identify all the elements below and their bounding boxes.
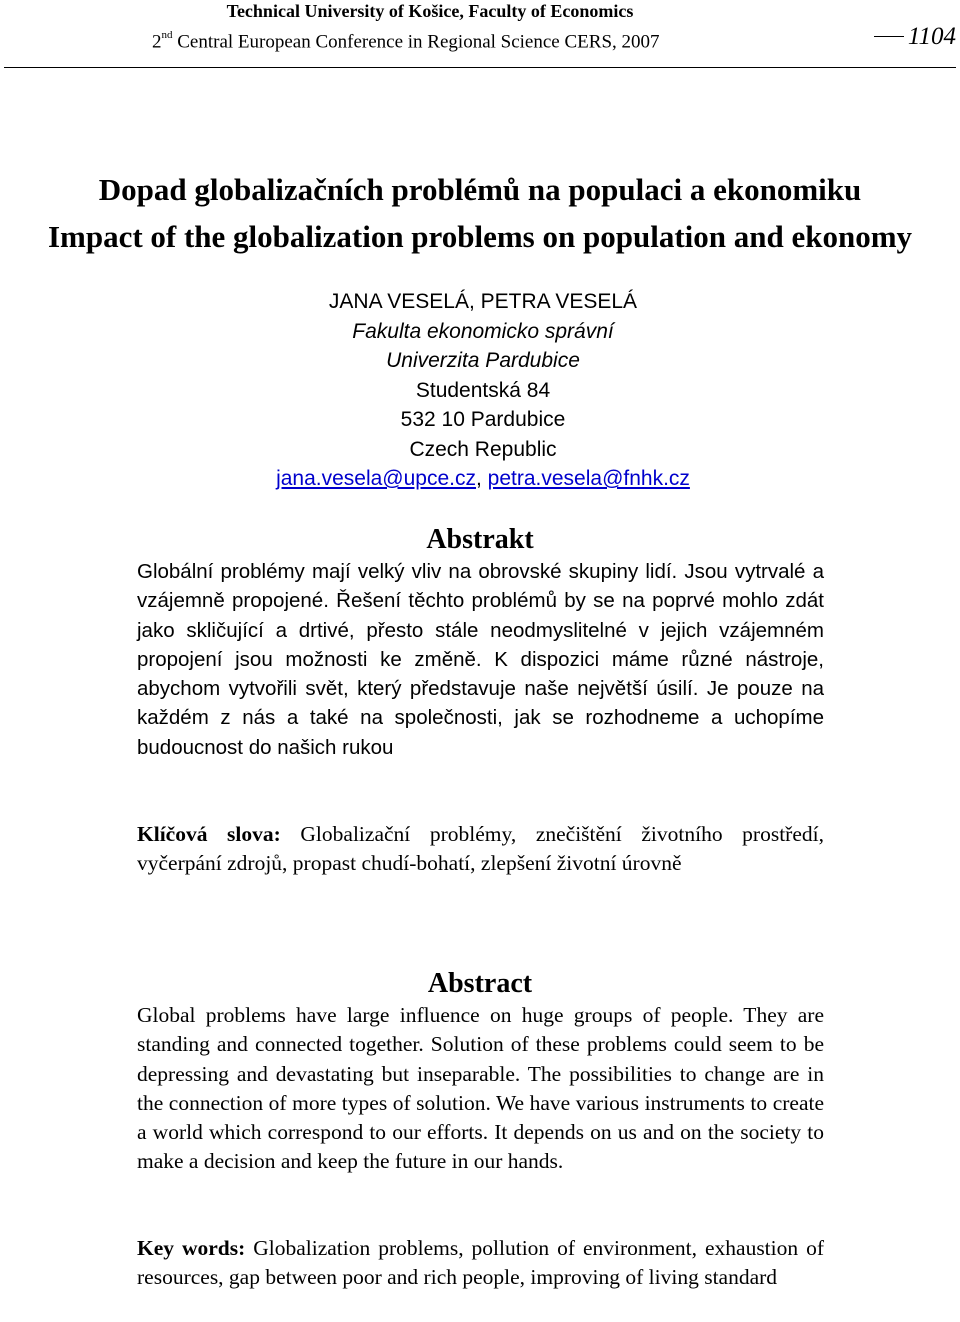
conference-ordinal-suffix: nd [161, 29, 173, 41]
abstrakt-heading: Abstrakt [426, 524, 534, 555]
abstract-paragraph: Global problems have large influence on huge groups of people. They are standing and connected together. Solution of these problems could seem to be depressing and devastating but inseparable. The possibilities to change are in the connection of more types of solution. We have various instruments to create a world which correspond to our efforts. It depends on us and on the society to make a decision and keep the future in our hands. [137, 1003, 824, 1174]
email-link-jana[interactable]: jana.vesela@upce.cz [276, 467, 476, 490]
page-number [874, 22, 956, 52]
abstract-heading: Abstract [427, 968, 533, 999]
header-rule [4, 67, 956, 68]
abstrakt-paragraph: Globální problémy mají velký vliv na obrovské skupiny lidí. Jsou vytrvalé a vzájemně propojené. Řešení těchto problémů by se na poprvé mohlo zdát jako skličující a drtivé, přesto stále neodmyslitelné v jejich vzájemném propojení jsou možnosti ke změně. K dispozici máme různé nástroje, abychom vytvořili svět, který představuje naše největší úsilí. Je pouze na každém z nás a také na společnosti, jak se rozhodneme a uchopíme budoucnost do našich rukou [137, 560, 824, 759]
author-street: Studentská 84 [415, 378, 551, 402]
klicova-slova-text: Globalizační problémy, znečištění životního prostředí, vyčerpání zdrojů, propast chudí-bohatí, zlepšení životní úrovně [137, 822, 824, 876]
klicova-slova-paragraph [137, 820, 824, 879]
klicova-slova-label: Klíčová slova: [137, 822, 281, 846]
author-emails [0, 464, 960, 494]
key-words-text: Globalization problems, pollution of environment, exhaustion of resources, gap between poor and rich people, improving of living standard [137, 1236, 824, 1290]
author-university: Univerzita Pardubice [386, 349, 580, 372]
author-faculty: Fakulta ekonomicko správní [352, 319, 614, 343]
conference-ordinal: 2 [152, 31, 162, 53]
author-country: Czech Republic [409, 437, 557, 461]
header-institution: Technical University of Košice, Faculty of Economics [226, 1, 634, 21]
author-names: JANA VESELÁ, PETRA VESELÁ [328, 290, 638, 313]
title-english: Impact of the globalization problems on population and ekonomy [47, 219, 913, 254]
page-number-value: 1104 [907, 23, 956, 50]
page-number-dash [874, 36, 904, 37]
header-conference [152, 26, 660, 53]
key-words-paragraph [137, 1234, 824, 1293]
title-czech: Dopad globalizačních problémů na populaci a ekonomiku [98, 172, 862, 207]
author-city: 532 10 Pardubice [400, 408, 566, 431]
author-block [0, 287, 960, 494]
key-words-label: Key words: [137, 1236, 246, 1260]
conference-name: Central European Conference in Regional Science CERS, 2007 [172, 31, 660, 53]
email-separator: , [476, 467, 488, 490]
email-link-petra[interactable]: petra.vesela@fnhk.cz [487, 467, 690, 490]
